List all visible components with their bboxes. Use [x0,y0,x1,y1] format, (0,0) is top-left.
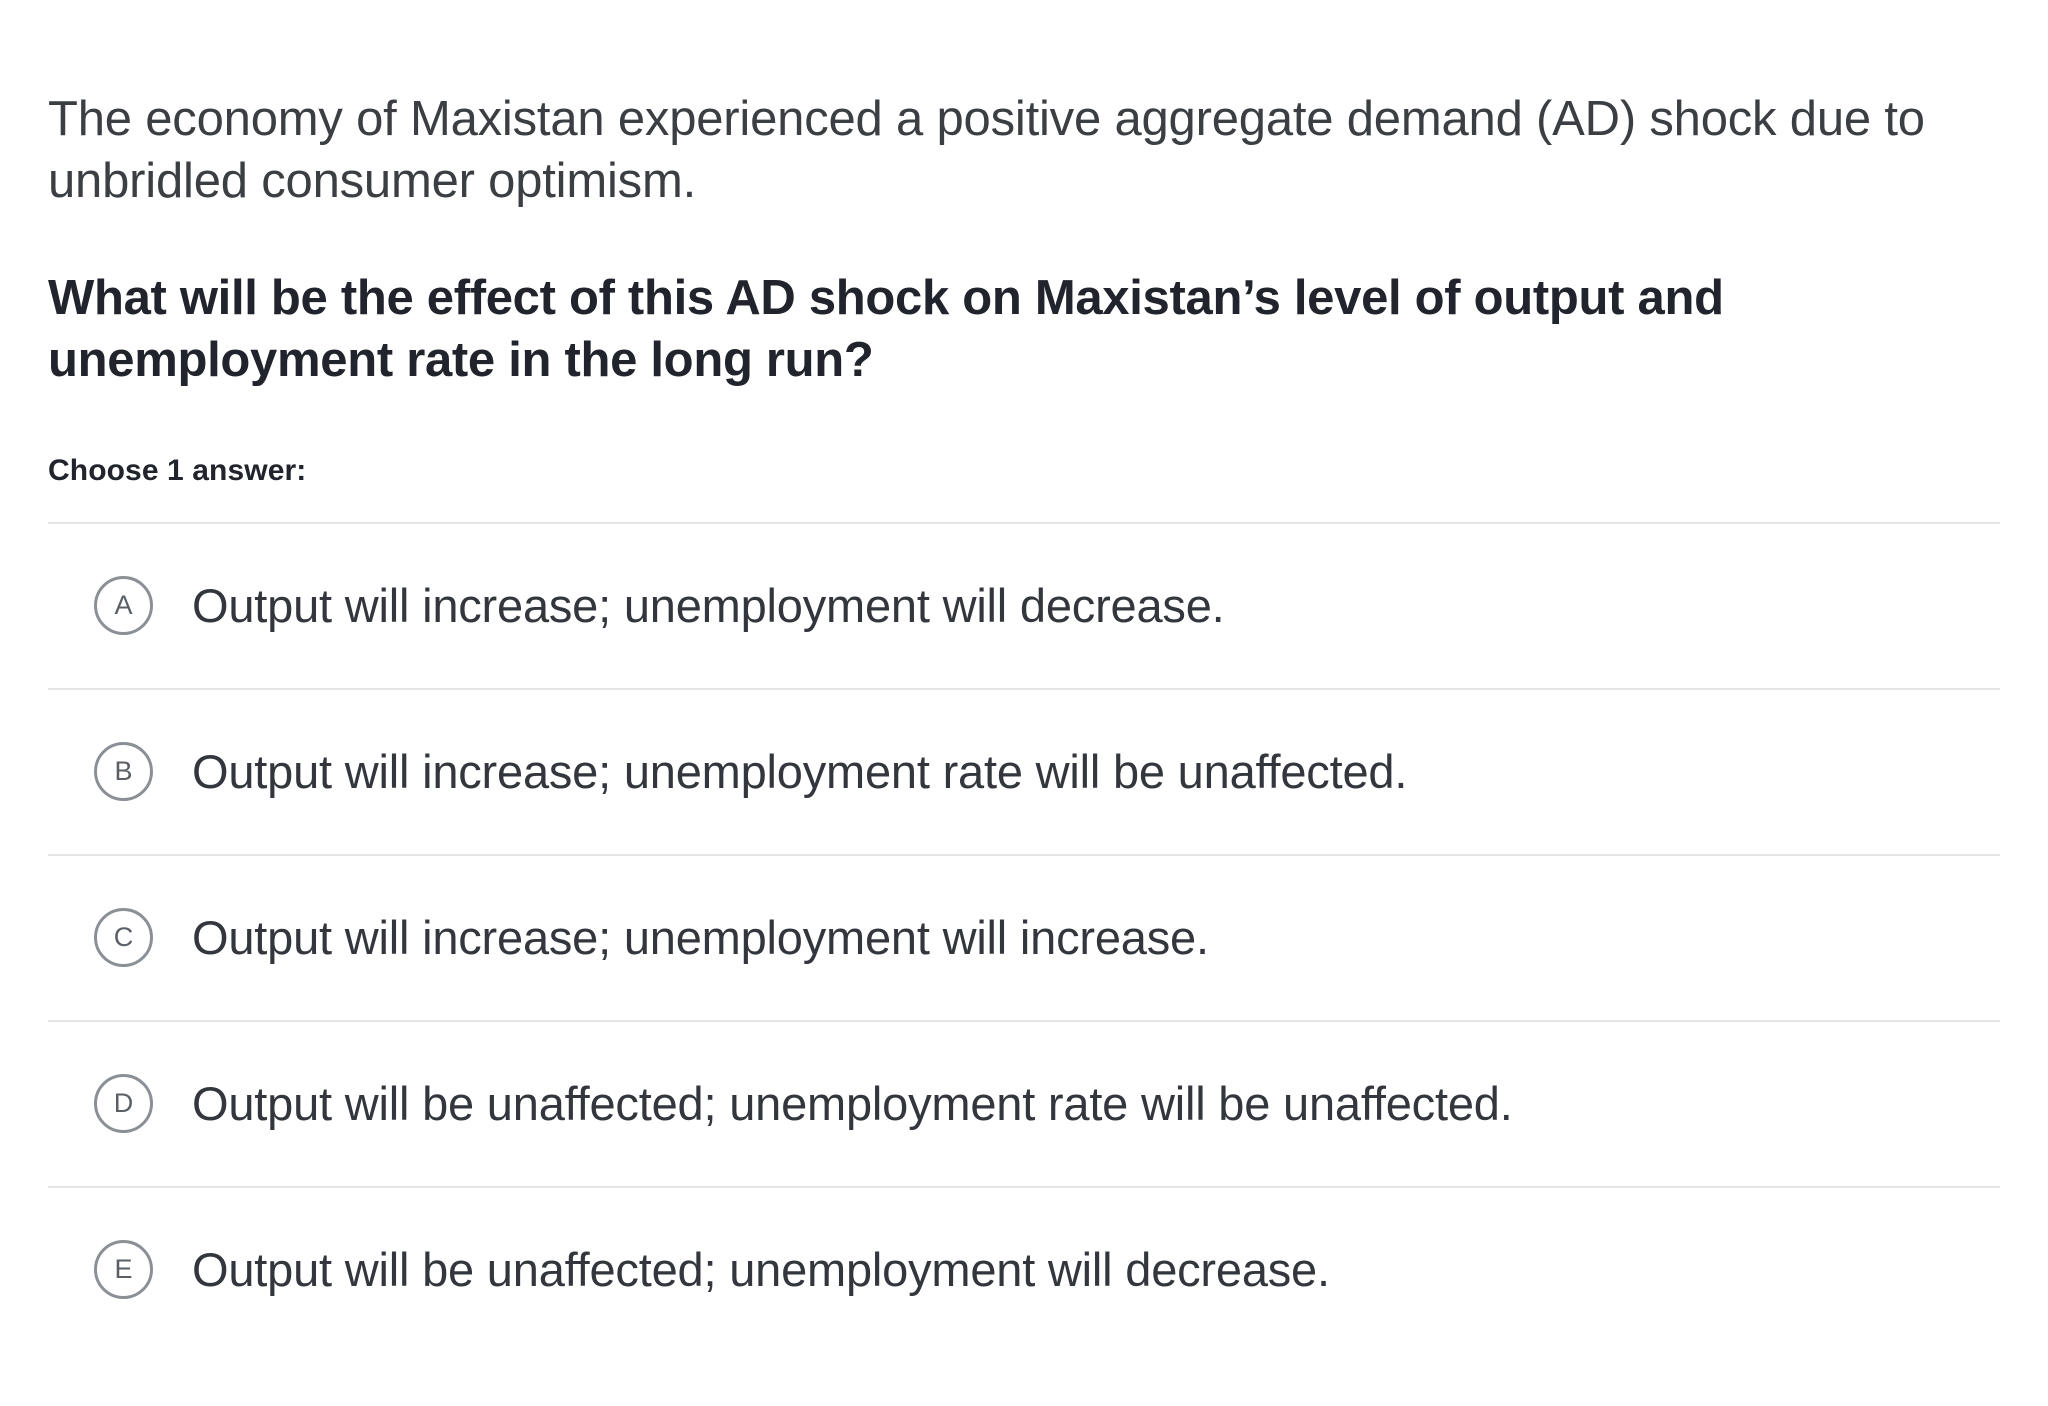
choice-bullet-e[interactable]: E [94,1240,153,1299]
answer-choice-c[interactable] [48,854,2000,1020]
answer-choice-d[interactable] [48,1020,2000,1186]
answer-choice-list [48,522,2000,1352]
choice-label-e: Output will be unaffected; unemployment will decrease. [192,1242,1330,1296]
answer-choice-a[interactable] [48,522,2000,688]
choice-label-d: Output will be unaffected; unemployment rate will be unaffected. [192,1076,1513,1130]
question-prompt: What will be the effect of this AD shock on Maxistan’s level of output and unemployment rate in the long run? [48,271,1724,388]
choice-bullet-a[interactable]: A [94,576,153,635]
choose-instruction: Choose 1 answer: [48,453,307,487]
choice-label-a: Output will increase; unemployment will decrease. [192,578,1225,632]
answer-choice-e[interactable] [48,1186,2000,1352]
choice-bullet-c[interactable]: C [94,908,153,967]
question-context: The economy of Maxistan experienced a positive aggregate demand (AD) shock due to unbridled consumer optimism. [48,92,1925,208]
choice-label-c: Output will increase; unemployment will increase. [192,910,1209,964]
choice-bullet-d[interactable]: D [94,1074,153,1133]
answer-choice-b[interactable] [48,688,2000,854]
choice-bullet-b[interactable]: B [94,742,153,801]
choice-label-b: Output will increase; unemployment rate will be unaffected. [192,744,1408,798]
